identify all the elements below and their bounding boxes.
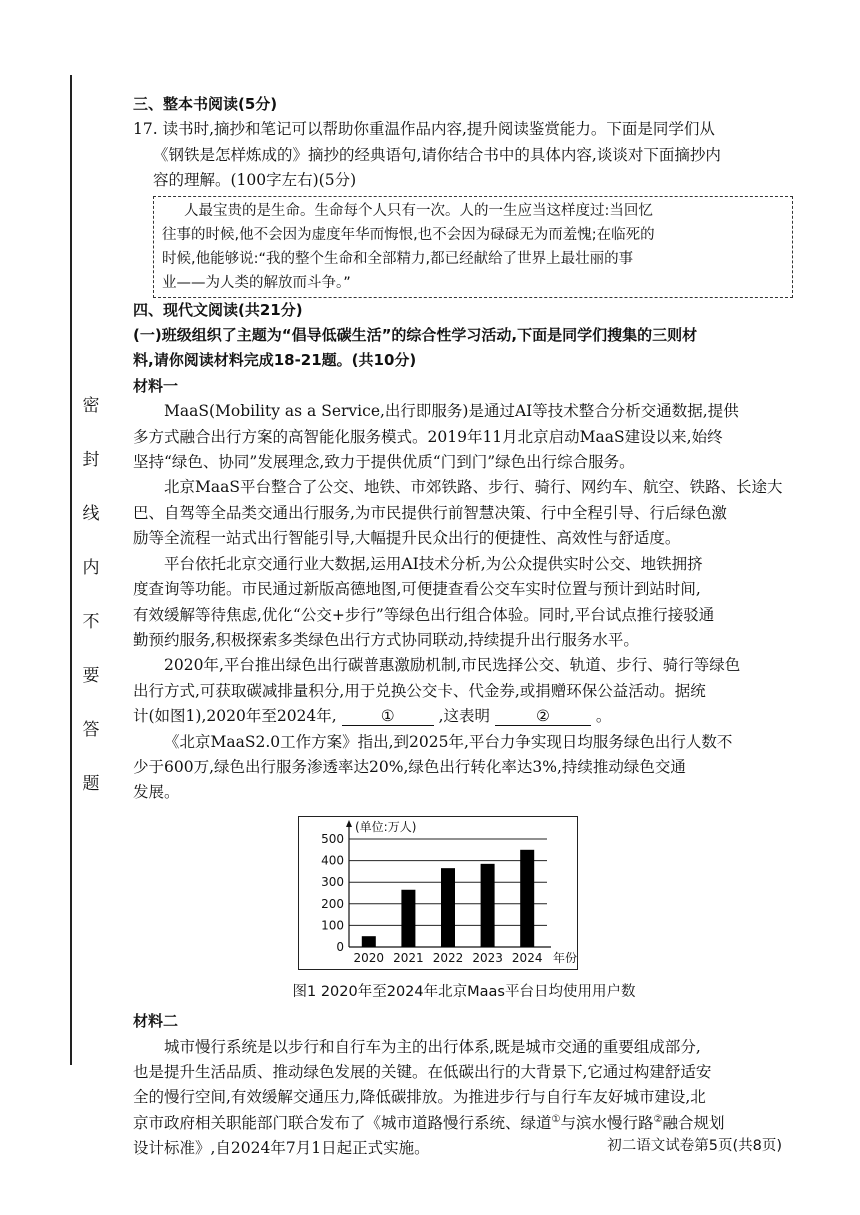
material2-text: 也是提升生活品质、推动绿色发展的关键。在低碳出行的大背景下,它通过构建舒适安: [133, 1062, 712, 1081]
y-tick-label: 400: [321, 853, 344, 868]
quote-line: 时候,他能够说:“我的整个生命和全部精力,都已经献给了世界上最壮丽的事: [162, 250, 634, 267]
answer-blank-1[interactable]: ①: [342, 707, 434, 726]
material2-text: 京市政府相关职能部门联合发布了《城市道路慢行系统、绿道: [133, 1113, 552, 1132]
answer-blank-2[interactable]: ②: [495, 707, 591, 726]
footnote-marker: ②: [653, 1113, 663, 1125]
material2-title: 材料二: [133, 1012, 179, 1031]
x-tick-label: 2023: [472, 950, 503, 965]
material1-text: ,这表明: [438, 707, 491, 726]
material1-text: 北京MaaS平台整合了公交、地铁、市郊铁路、步行、骑行、网约车、航空、铁路、长途大: [164, 478, 783, 497]
y-tick-label: 200: [321, 896, 344, 911]
bar-2023: [481, 864, 495, 947]
bar-2020: [362, 936, 376, 947]
material2-text-with-notes: [133, 1111, 795, 1136]
quote-line: 往事的时候,他不会因为虚度年华而悔恨,也不会因为碌碌无为而羞愧;在临死的: [162, 226, 655, 243]
question17-line: 17. 读书时,摘抄和笔记可以帮助你重温作品内容,提升阅读鉴赏能力。下面是同学们从: [133, 120, 715, 139]
material1-text: 发展。: [133, 783, 180, 802]
material1-text: 有效缓解等待焦虑,优化“公交+步行”等绿色出行组合体验。同时,平台试点推行接驳通: [133, 605, 715, 624]
margin-char: 内: [82, 558, 100, 578]
part1-instruction: 料,请你阅读材料完成18-21题。(共10分): [133, 351, 417, 370]
material1-text: 多方式融合出行方案的高智能化服务模式。2019年11月北京启动MaaS建设以来,始终: [133, 427, 723, 446]
material1-text: MaaS(Mobility as a Service,出行即服务)是通过AI等技术整合分析交通数据,提供: [164, 402, 739, 421]
material1-text: 励等全流程一站式出行智能引导,大幅提升民众出行的便捷性、高效性与舒适度。: [133, 529, 681, 548]
bar-chart: [299, 817, 577, 969]
x-tick-label: 2024: [511, 950, 543, 965]
material1-text: 。: [595, 707, 612, 726]
y-tick-label: 300: [321, 874, 344, 889]
page-footer: 初二语文试卷第5页(共8页): [607, 1138, 782, 1154]
margin-char: 密: [82, 396, 100, 416]
material1-text: 坚持“绿色、协同”发展理念,致力于提供优质“门到门”绿色出行综合服务。: [133, 453, 635, 472]
figure1: [133, 816, 795, 1016]
material1-text: 计(如图1),2020年至2024年,: [133, 707, 337, 726]
material2-text: 融合规划: [662, 1113, 725, 1132]
material2-text: 城市慢行系统是以步行和自行车为主的出行体系,既是城市交通的重要组成部分,: [164, 1037, 701, 1056]
section4-heading: 四、现代文阅读(共21分): [133, 300, 303, 319]
x-axis-label: 年份: [553, 950, 577, 965]
binding-margin-text: [80, 398, 102, 830]
bar-2021: [401, 890, 415, 947]
material1-text: 《北京MaaS2.0工作方案》指出,到2025年,平台力争实现日均服务绿色出行人数不: [164, 732, 733, 751]
x-tick-label: 2020: [353, 950, 385, 965]
quote-line: 业——为人类的解放而斗争。”: [162, 274, 351, 291]
material1-title: 材料一: [133, 376, 179, 395]
margin-char: 线: [82, 504, 100, 524]
x-tick-label: 2022: [432, 950, 464, 965]
section3-heading: 三、整本书阅读(5分): [133, 95, 278, 113]
margin-char: 要: [82, 666, 100, 686]
material1-text: 巴、自驾等全品类交通出行服务,为市民提供行前智慧决策、行中全程引导、行后绿色激: [133, 503, 727, 522]
material2-text: 与滨水慢行路: [560, 1113, 654, 1132]
material1-text: 2020年,平台推出绿色出行碳普惠激励机制,市民选择公交、轨道、步行、骑行等绿色: [164, 656, 741, 675]
question17-line: 容的理解。(100字左右)(5分): [153, 171, 357, 190]
excerpt-quote-box: [153, 196, 793, 298]
material2-text: 全的慢行空间,有效缓解交通压力,降低碳排放。为推进步行与自行车友好城市建设,北: [133, 1088, 706, 1107]
quote-line: 人最宝贵的是生命。生命每个人只有一次。人的一生应当这样度过:当回忆: [184, 202, 653, 219]
material1-text: 出行方式,可获取碳减排量积分,用于兑换公交卡、代金券,或捐赠环保公益活动。据统: [133, 681, 706, 700]
y-tick-label: 0: [336, 939, 344, 954]
material1-text: 勤预约服务,积极探索多类绿色出行方式协同联动,持续提升出行服务水平。: [133, 630, 639, 649]
material1-text: 度查询等功能。市民通过新版高德地图,可便捷查看公交车实时位置与预计到站时间,: [133, 580, 701, 599]
material1-text: 少于600万,绿色出行服务渗透率达20%,绿色出行转化率达3%,持续推动绿色交通: [133, 757, 686, 776]
fill-in-line: [133, 704, 795, 729]
part1-instruction: (一)班级组织了主题为“倡导低碳生活”的综合性学习活动,下面是同学们搜集的三则材: [133, 326, 698, 345]
y-tick-label: 500: [321, 831, 344, 846]
y-tick-label: 100: [321, 918, 344, 933]
y-axis-arrow: [346, 820, 352, 827]
material2-text: 设计标准》,自2024年7月1日起正式实施。: [133, 1139, 430, 1158]
figure-caption: 图1 2020年至2024年北京Maas平台日均使用用户数: [292, 983, 636, 1000]
binding-line: [70, 75, 72, 1065]
question17-line: 《钢铁是怎样炼成的》摘抄的经典语句,请你结合书中的具体内容,谈谈对下面摘抄内: [153, 145, 721, 164]
margin-char: 封: [82, 450, 100, 470]
footnote-marker: ①: [551, 1113, 561, 1125]
exam-page-body: [133, 92, 795, 1162]
margin-char: 题: [82, 774, 100, 794]
material1-text: 平台依托北京交通行业大数据,运用AI技术分析,为公众提供实时公交、地铁拥挤: [164, 554, 703, 573]
x-tick-label: 2021: [393, 950, 424, 965]
unit-label: (单位:万人): [355, 819, 417, 834]
bar-2022: [441, 868, 455, 947]
margin-char: 不: [82, 612, 100, 632]
margin-char: 答: [82, 720, 100, 740]
chart-frame: [298, 816, 578, 970]
bar-2024: [520, 850, 534, 947]
